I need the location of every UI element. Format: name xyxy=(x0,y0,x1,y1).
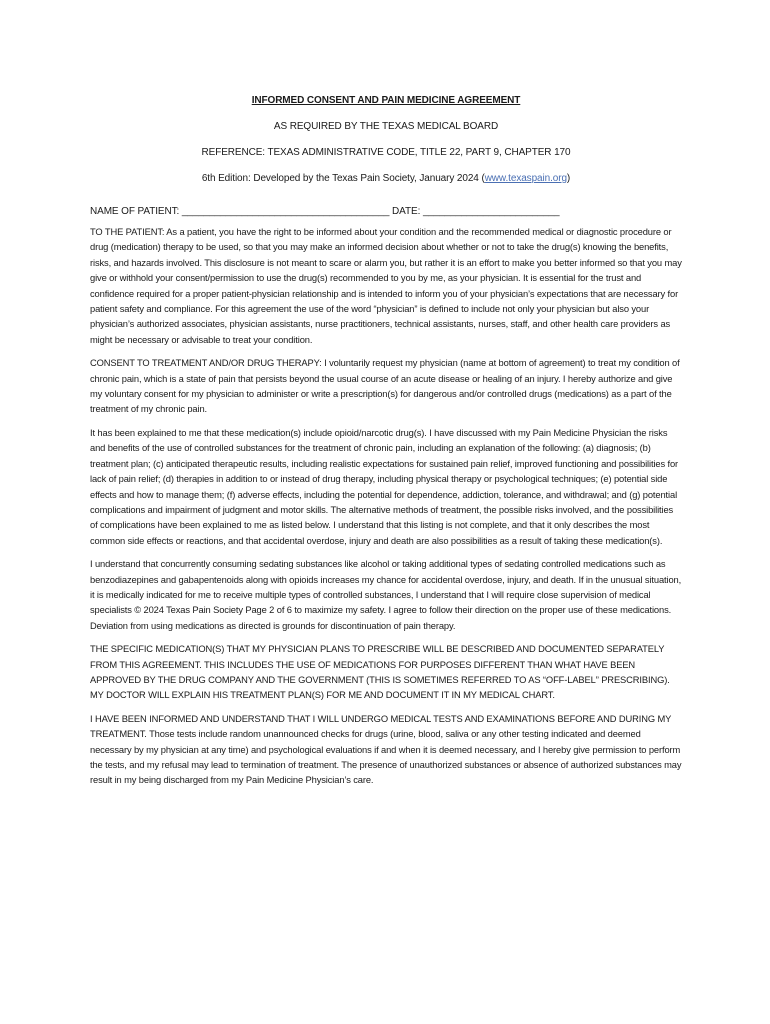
date-field[interactable]: _________________________ xyxy=(422,206,560,217)
edition-suffix: ) xyxy=(566,173,571,184)
paragraph-risks-explained: It has been explained to me that these medication(s) include opioid/narcotic drug(s). I have discussed with my Pain Medicine Physician the risks and benefits of the use of controlled substances for the treatment of chronic pain, including an explanation of the following: (a) diagnosis; (b) treatment plan; (c) anticipated therapeutic results, including realistic expectations for sustained pain relief, improved functioning and possibilities for lack of pain relief; (d) therapies in addition to or instead of drug therapy, including physical therapy or psychological techniques; (e) potential side effects and how to manage them; (f) adverse effects, including the potential for dependence, addiction, tolerance, and withdrawal; and (g) potential complications and impairment of judgment and motor skills. The alternative methods of treatment, the possible risks involved, and the possibilities of complications have been explained to me as listed below. I understand that this listing is not complete, and that it only describes the most common side effects or reactions, and that accidental overdose, injury and death are also possibilities as a result of taking these medication(s). xyxy=(90,427,679,546)
texaspain-link[interactable]: www.texaspain.org xyxy=(484,173,567,184)
document-title: INFORMED CONSENT AND PAIN MEDICINE AGREEMENT xyxy=(251,95,521,106)
patient-name-date-line xyxy=(90,205,682,218)
patient-name-field[interactable]: ______________________________________ xyxy=(181,206,390,217)
patient-name-label: NAME OF PATIENT: xyxy=(90,206,182,217)
edition-line xyxy=(90,172,682,185)
paragraph-to-the-patient: TO THE PATIENT: As a patient, you have the right to be informed about your condition and the recommended medical or diagnostic procedure or drug (medication) therapy to be used, so that you may make an informed decision about whether or not to take the drug(s) knowing the benefits, risks, and hazards involved. This disclosure is not meant to scare or alarm you, but rather it is an effort to make you better informed so that you may give or withhold your consent/permission to use the drug(s) recommended to you by me, as your physician. It is essential for the trust and confidence required for a proper patient-physician relationship and is intended to inform you of your physician’s expectations that are necessary for patient safety and compliance. For this agreement the use of the word “physician” is defined to include not only your physician but also your physician’s authorized associates, physician assistants, nurse practitioners, technical assistants, nurses, staff, and other health care providers as might be necessary or advisable to treat your condition. xyxy=(90,227,682,345)
document-subtitle-reference: REFERENCE: TEXAS ADMINISTRATIVE CODE, TITLE 22, PART 9, CHAPTER 170 xyxy=(201,147,571,158)
paragraph-consent-to-treatment: CONSENT TO TREATMENT AND/OR DRUG THERAPY: I voluntarily request my physician (name at bottom of agreement) to treat my condition of chronic pain, which is a state of pain that persists beyond the usual course of an acute disease or healing of an injury. I hereby authorize and give my voluntary consent for my physician to administer or write a prescription(s) for dangerous and/or controlled drugs (medications) as a part of the treatment of my chronic pain. xyxy=(90,358,680,415)
document-page xyxy=(90,94,682,797)
paragraph-specific-medications: THE SPECIFIC MEDICATION(S) THAT MY PHYSICIAN PLANS TO PRESCRIBE WILL BE DESCRIBED AND DOCUMENTED SEPARATELY FROM THIS AGREEMENT. THIS INCLUDES THE USE OF MEDICATIONS FOR PURPOSES DIFFERENT THAN WHAT HAVE BEEN APPROVED BY THE DRUG COMPANY AND THE GOVERNMENT (THIS IS SOMETIMES REFERRED TO AS “OFF-LABEL” PRESCRIBING). MY DOCTOR WILL EXPLAIN HIS TREATMENT PLAN(S) FOR ME AND DOCUMENT IT IN MY MEDICAL CHART. xyxy=(90,644,670,701)
document-subtitle-board: AS REQUIRED BY THE TEXAS MEDICAL BOARD xyxy=(273,121,499,132)
date-label: DATE: xyxy=(389,206,423,217)
paragraph-sedating-substances: I understand that concurrently consuming sedating substances like alcohol or taking additional types of sedating controlled medications such as benzodiazepines and gabapentenoids along with opioids increases my chance for accidental overdose, injury, and death. If in the unusual situation, it is medically indicated for me to receive multiple types of controlled substances, I understand that I will require close supervision of medical specialists © 2024 Texas Pain Society Page 2 of 6 to maximize my safety. I agree to follow their direction on the proper use of these medications. Deviation from using medications as directed is grounds for discontinuation of pain therapy. xyxy=(90,559,682,631)
edition-text: 6th Edition: Developed by the Texas Pain Society, January 2024 ( xyxy=(201,173,485,184)
paragraph-medical-tests: I HAVE BEEN INFORMED AND UNDERSTAND THAT I WILL UNDERGO MEDICAL TESTS AND EXAMINATIONS BEFORE AND DURING MY TREATMENT. Those tests include random unannounced checks for drugs (urine, blood, saliva or any other testing indicated and deemed necessary by my physician at any time) and psychological evaluations if and when it is deemed necessary, and I hereby give permission to perform the tests, and my refusal may lead to termination of treatment. The presence of unauthorized substances or absence of authorized substances may result in my being discharged from my Pain Medicine Physician’s care. xyxy=(90,713,682,786)
